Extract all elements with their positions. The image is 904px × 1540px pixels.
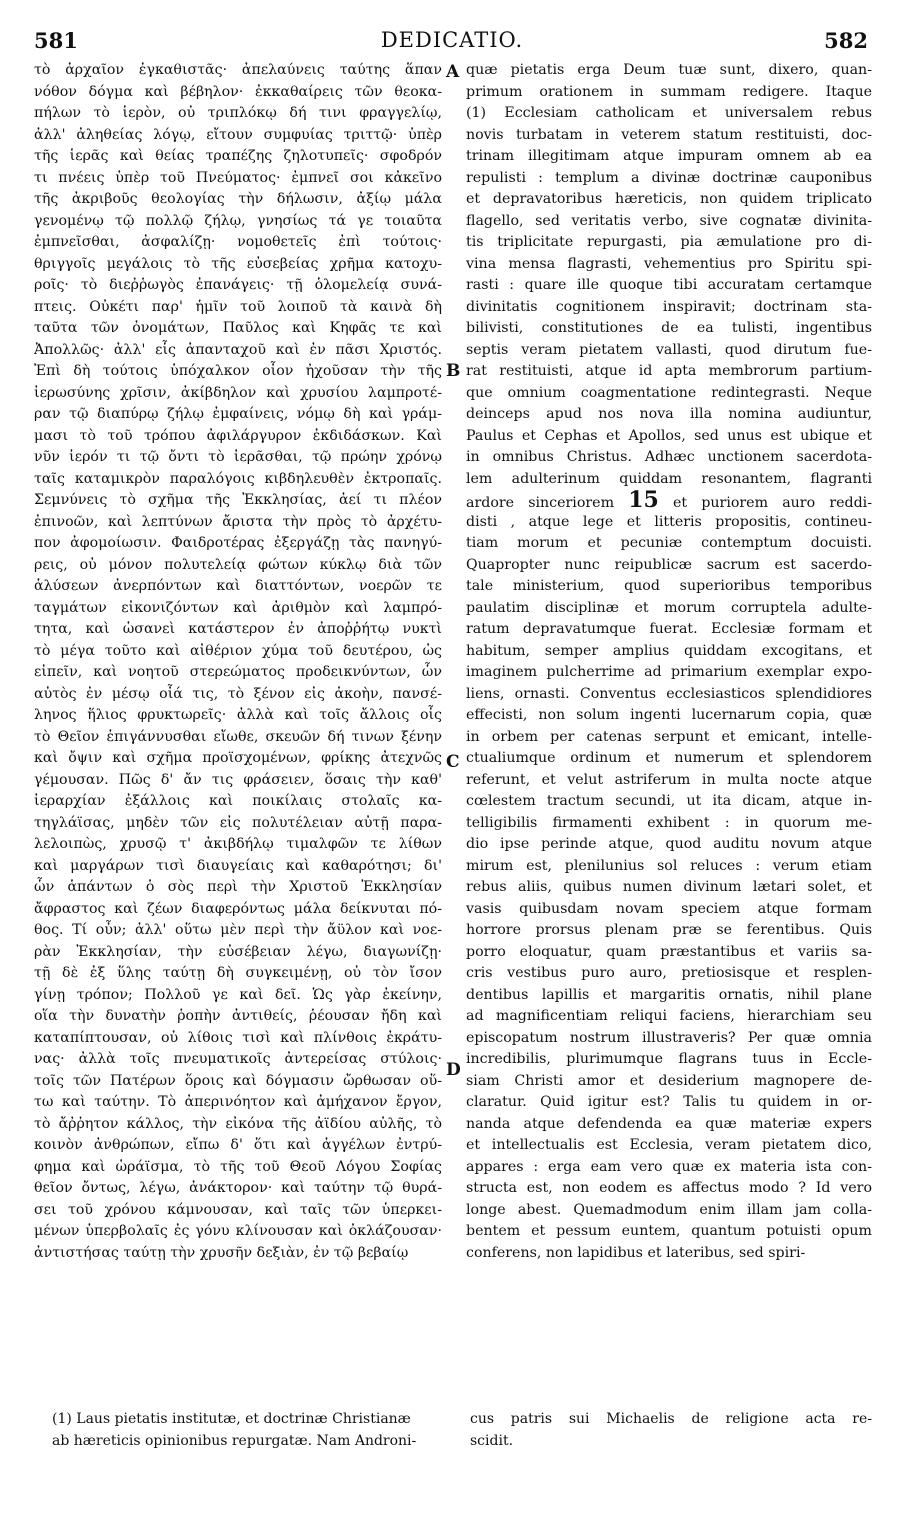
greek-text-line: καὶ μαργάρων τισὶ διαυγείαις καὶ καθαρότησι; δι' bbox=[34, 857, 442, 874]
latin-text-line: (1) Ecclesiam catholicam et universalem rebus bbox=[466, 105, 872, 121]
greek-text-line: εἰπεῖν, καὶ νοητοῦ στερεώματος προδεικνύντων, ὧν bbox=[34, 664, 442, 680]
greek-text-line: φημα καὶ ὡράϊσμα, τὸ τῆς τοῦ Θεοῦ Λόγου Σοφίας bbox=[34, 1158, 442, 1175]
greek-text-line: ἄφραστος καὶ ζέων διαφερόντως μάλα δείκνυται πό- bbox=[34, 900, 442, 917]
footnote-line: cus patris sui Michaelis de religione acta re- bbox=[470, 1411, 872, 1427]
footnote-left bbox=[52, 1408, 442, 1452]
latin-text-line: imaginem pulcherrime ad primarium exemplar expo- bbox=[466, 664, 872, 680]
latin-text-line: Quapropter nunc reipublicæ sacrum est sacerdo- bbox=[466, 556, 872, 573]
latin-text-line: lem adulterinum quiddam resonantem, flagranti bbox=[466, 470, 872, 487]
greek-text-line: ἐπινοῶν, καὶ λεπτύνων ἄριστα τὴν πρὸς τὸ ἀρχέτυ- bbox=[34, 513, 442, 530]
greek-text-line: τὸ Θεῖον ἐπιγάννυσθαι εἴωθε, σκευῶν δή τινων ξένην bbox=[34, 728, 442, 745]
latin-text-line: vina mensa flagrasti, vehementius pro Spiritu spi- bbox=[466, 255, 872, 272]
greek-text-line: γέμουσαν. Πῶς δ' ἄν τις φράσειεν, ὅσαις τὴν καθ' bbox=[34, 771, 442, 788]
footnote-line: ab hæreticis opinionibus repurgatæ. Nam Androni- bbox=[52, 1433, 417, 1449]
latin-column bbox=[466, 60, 872, 1264]
latin-text-line: rat restituisti, atque id apta membrorum partium- bbox=[466, 363, 872, 379]
page-header bbox=[0, 28, 904, 58]
greek-text-line: αὐτὸς ἐν μέσῳ οἷά τις, τὸ ξένον εἰς ἀκοὴν, πανσέ- bbox=[34, 685, 442, 702]
latin-text-fragment: ardore sinceriorem bbox=[466, 495, 629, 511]
latin-text-line: in orbem per catenas serpunt et emicant, intelle- bbox=[466, 728, 872, 745]
page-number-right: 582 bbox=[824, 28, 868, 53]
greek-text-line: πήλων τὸ ἱερὸν, οὐ τριπλόκῳ δή τινι φραγγελίῳ, bbox=[34, 105, 442, 121]
latin-text-line: conferens, non lapidibus et lateribus, sed spiri- bbox=[466, 1244, 806, 1261]
greek-text-line: τῆς ἀκριβοῦς θεολογίας τὴν δήλωσιν, ἀξίῳ μάλα bbox=[34, 191, 442, 207]
latin-text-line: tale ministerium, quod superioribus temporibus bbox=[466, 578, 872, 594]
greek-text-line: ροῖς· τὸ διεῤῥωγὸς ἐπανάγεις· τῇ ὁλομελείᾳ συνά- bbox=[34, 277, 442, 293]
greek-text-line: τοῖς τῶν Πατέρων ὅροις καὶ δόγμασιν ὤρθωσαν οὕ- bbox=[34, 1072, 442, 1089]
latin-text-line: primum orationem in summam redigere. Itaque bbox=[466, 83, 872, 100]
greek-text-line: ραν τῷ διαπύρῳ ζήλῳ ἐμφαίνεις, νόμῳ δὴ καὶ γράμ- bbox=[34, 406, 442, 422]
section-marker-c: C bbox=[446, 752, 460, 772]
greek-text-line: Ἀπολλῶς· ἀλλ' εἷς ἁπανταχοῦ καὶ ἐν πᾶσι Χριστός. bbox=[34, 341, 442, 358]
greek-text-line: ταῖς καταμικρὸν παραλόγοις κιβδηλευθὲν ἐκτροπαῖς. bbox=[34, 470, 442, 487]
latin-text-line: liens, ornasti. Conventus ecclesiasticos splendidiores bbox=[466, 685, 872, 702]
latin-text-line: bentem et pessum euntem, quantum potuisti opum bbox=[466, 1223, 872, 1239]
latin-text-line bbox=[466, 490, 872, 512]
greek-text-line: ἐμπνεῖσθαι, ἀσφαλίζῃ· νομοθετεῖς ἐπὶ τούτοις· bbox=[34, 234, 442, 250]
latin-text-line: bilivisti, constitutiones de ea tulisti, ingentibus bbox=[466, 320, 872, 336]
page-number-left: 581 bbox=[34, 28, 78, 53]
footnote-line: (1) Laus pietatis institutæ, et doctrinæ Christianæ bbox=[52, 1411, 411, 1427]
latin-text-line: porro eloquatur, quam præstantibus et variis sa- bbox=[466, 943, 872, 960]
greek-text-line: γίνῃ τρόπον; Πολλοῦ γε καὶ δεῖ. Ὡς γὰρ ἐκείνην, bbox=[34, 986, 442, 1003]
latin-text-line: ratum depravatumque fuerat. Ecclesiæ formam et bbox=[466, 621, 872, 637]
greek-text-line: ληνος ἥλιος φρυκτωρεῖς· ἀλλὰ καὶ τοῖς ἄλλοις οἷς bbox=[34, 707, 442, 723]
greek-text-line: σει τοῦ χρόνου κάμνουσαν, καὶ ταῖς τῶν ὑπερκει- bbox=[34, 1201, 442, 1218]
greek-text-line: καταπίπτουσαν, οὐ λίθοις τισὶ καὶ πλίνθοις ἐκράτυ- bbox=[34, 1029, 442, 1046]
latin-text-line: ad magnificentiam reliqui faciens, hierarchiam seu bbox=[466, 1008, 872, 1024]
greek-column bbox=[34, 60, 442, 1264]
latin-text-line: rasti : quare ille quoque tibi accuratam certamque bbox=[466, 277, 872, 293]
greek-text-line: κοινὸν ἀνθρώπων, εἴπω δ' ὅτι καὶ ἀγγέλων ἐντρύ- bbox=[34, 1137, 442, 1153]
latin-text-line: trinam illegitimam atque impuram omnem ab ea bbox=[466, 148, 872, 164]
footnote-right bbox=[470, 1408, 872, 1452]
greek-text-line: τὸ ἀρχαῖον ἐγκαθιστᾶς· ἀπελαύνεις ταύτης ἅπαν bbox=[34, 62, 442, 78]
latin-text-line: telligibilis firmamenti exhibent : in quorum me- bbox=[466, 814, 872, 831]
latin-text-line: novis turbatam in veterem statum restituisti, doc- bbox=[466, 126, 872, 143]
latin-text-line: incredibilis, plurimumque flagrans tuus in Eccle- bbox=[466, 1051, 872, 1067]
latin-text-line: quæ pietatis erga Deum tuæ sunt, dixero, quan- bbox=[466, 62, 872, 78]
latin-text-line: dio ipse perinde atque, quod auditu novum atque bbox=[466, 836, 872, 852]
latin-text-line: flagello, sed veritatis verbo, sive cognatæ divinita- bbox=[466, 212, 872, 229]
greek-text-line: ἀλλ' ἀληθείας λόγῳ, εἴτουν συμφυίας τριττῷ· ὑπὲρ bbox=[34, 126, 442, 143]
greek-text-line: ἱερωσύνης χρῖσιν, ἀκίβδηλον καὶ χρυσίου λαμπροτέ- bbox=[34, 384, 442, 401]
latin-text-line: tiam morum et pecuniæ contemptum docuisti. bbox=[466, 535, 872, 551]
greek-text-line: ταγμάτων εἰκονιζόντων καὶ ἀριθμὸν καὶ λαμπρό- bbox=[34, 599, 442, 616]
section-marker-d: D bbox=[446, 1060, 461, 1080]
greek-text-line: ἁλύσεων ἀνερπόντων καὶ διαττόντων, νοερῶν τε bbox=[34, 578, 442, 594]
section-marker-b: B bbox=[446, 361, 461, 381]
greek-text-line: πον ἀφομοίωσιν. Φαιδροτέρας ἐξεργάζῃ τὰς πανηγύ- bbox=[34, 535, 442, 551]
greek-text-line: Ἐπὶ δὴ τούτοις ὑπόχαλκον οἷον ἠχοῦσαν τὴν τῆς bbox=[34, 363, 442, 379]
latin-text-fragment: et puriorem auro reddi- bbox=[658, 495, 872, 511]
latin-text-line: siam Christi amor et desiderium magnopere de- bbox=[466, 1072, 872, 1089]
latin-text-line: effecisti, non solum ingenti lucernarum copia, quæ bbox=[466, 707, 872, 723]
latin-text-line: ctualiumque ordinum et numerum et splendorem bbox=[466, 750, 872, 766]
latin-text-line: rebus aliis, quibus numen divinum lætari solet, et bbox=[466, 879, 872, 895]
latin-text-line: vasis quibusdam novam speciem atque formam bbox=[466, 900, 872, 917]
latin-text-line: repulisti : templum a divinæ doctrinæ cauponibus bbox=[466, 169, 872, 186]
greek-text-line: ἀντιστήσας ταύτῃ τὴν χρυσῆν δεξιὰν, ἐν τῷ βεβαίῳ bbox=[34, 1244, 409, 1261]
latin-text-line: in omnibus Christus. Adhæc unctionem sacerdota- bbox=[466, 449, 872, 465]
greek-text-line: μένων ὑπερβολαῖς ἐς γόνυ κλίνουσαν καὶ ὀκλάζουσαν· bbox=[34, 1223, 442, 1239]
greek-text-line: νόθον δόγμα καὶ βέβηλον· ἐκκαθαίρεις τῶν θεοκα- bbox=[34, 83, 442, 100]
greek-text-line: λελοιπὼς, χρυσῷ τ' ἀκιβδήλῳ τιμαλφῶν τε λίθων bbox=[34, 836, 442, 852]
greek-text-line: ρεις, οὐ μόνον πολυτελείᾳ φώτων κύκλῳ διὰ τῶν bbox=[34, 556, 442, 573]
greek-text-line: νῦν ἱερόν τι τῷ ὄντι τὸ ἱερᾶσθαι, τῷ πρώην χρόνῳ bbox=[34, 449, 442, 465]
latin-text-line: structa est, non eodem es affectus modo ? Id vero bbox=[466, 1180, 872, 1196]
latin-text-line: et depravatoribus hæreticis, non quidem triplicato bbox=[466, 191, 872, 207]
latin-text-line: divinitatis cognitionem inspiravit; doctrinam sta- bbox=[466, 298, 872, 315]
greek-text-line: ρὰν Ἐκκλησίαν, τὴν εὐσέβειαν λέγω, διαγωνίζῃ· bbox=[34, 943, 442, 960]
greek-text-line: γενομένῳ τῷ πολλῷ ζήλῳ, γνησίως τά γε τοιαῦτα bbox=[34, 212, 442, 229]
folio-number: 15 bbox=[628, 490, 659, 512]
latin-text-line: referunt, et velut astriferum in multa nocte atque bbox=[466, 771, 872, 788]
greek-text-line: τηγλάϊσας, μηδὲν τῶν εἰς πολυτέλειαν αὐτῇ παρα- bbox=[34, 814, 442, 831]
greek-text-line: μασι τὸ τοῦ τρόπου ἀφιλάργυρον ἐκδιδάσκων. Καὶ bbox=[34, 427, 442, 444]
greek-text-line: οἵα τὴν δυνατὴν ῥοπὴν ἀντιθείς, ῥέουσαν ἤδη καὶ bbox=[34, 1008, 442, 1024]
latin-text-line: cœlestem tractum secundi, ut ita dicam, atque in- bbox=[466, 793, 872, 809]
latin-text-line: longe abest. Quemadmodum enim illam jam colla- bbox=[466, 1201, 872, 1218]
greek-text-line: ἱεραρχίαν ἐξάλλοις καὶ ποικίλαις στολαῖς κα- bbox=[34, 793, 442, 809]
greek-text-line: ταῦτα τῶν ὀνομάτων, Παῦλος καὶ Κηφᾶς τε καὶ bbox=[34, 320, 442, 336]
latin-text-line: horrore prorsus plenam præ se ferentibus. Quis bbox=[466, 922, 872, 938]
greek-text-line: τὸ μέγα τοῦτο καὶ αἰθέριον χύμα τοῦ δευτέρου, ὡς bbox=[34, 642, 442, 659]
latin-text-line: cris vestibus puro auro, pretiosisque et resplen- bbox=[466, 965, 872, 981]
greek-text-line: καὶ ὄψιν καὶ σχῆμα προϊσχομένων, φρίκης ἀτεχνῶς bbox=[34, 750, 442, 766]
greek-text-line: νας· ἀλλὰ τοῖς πνευματικοῖς ἀντερείσας στύλοις· bbox=[34, 1051, 442, 1067]
latin-text-line: claratur. Quid igitur est? Talis tu quidem in or- bbox=[466, 1094, 872, 1110]
greek-text-line: τω καὶ ταύτην. Τὸ ἀπερινόητον καὶ ἀμήχανον ἔργον, bbox=[34, 1094, 442, 1110]
latin-text-line: Paulus et Cephas et Apollos, sed unus est ubique et bbox=[466, 427, 872, 444]
greek-text-line: τητα, καὶ ὡσανεὶ κατάστερον ἐν ἀποῤῥήτῳ νυκτὶ bbox=[34, 621, 442, 637]
latin-text-line: paulatim disciplinæ et morum corruptela adulte- bbox=[466, 599, 872, 616]
latin-text-line: mirum est, plenilunius sol reluces : verum etiam bbox=[466, 857, 872, 874]
greek-text-line: τῇ δὲ ἐξ ὕλης ταύτῃ δὴ συγκειμένῃ, οὐ τὸν ἴσον bbox=[34, 965, 442, 981]
latin-text-line: tis triplicitate repurgasti, pia æmulatione pro di- bbox=[466, 234, 872, 250]
latin-text-line: et intellectualis est Ecclesia, veram pietatem dico, bbox=[466, 1137, 872, 1153]
latin-text-line: nanda atque defendenda ea quæ materiæ expers bbox=[466, 1115, 872, 1132]
section-marker-a: A bbox=[446, 62, 460, 82]
greek-text-line: θριγγοῖς μεγάλοις τὸ τῆς εὐσεβείας χρῆμα κατοχυ- bbox=[34, 255, 442, 272]
latin-text-line: episcopatum nostrum illustraveris? Per quæ omnia bbox=[466, 1029, 872, 1046]
latin-text-line: septis veram pietatem vallasti, quod dirutum fue- bbox=[466, 341, 872, 358]
latin-text-line: dentibus lapillis et margaritis ornatis, nihil plane bbox=[466, 986, 872, 1003]
greek-text-line: Σεμνύνεις τὸ σχῆμα τῆς Ἐκκλησίας, ἀεί τι πλέον bbox=[34, 492, 442, 508]
latin-text-line: que omnium coagmentatione redintegrasti. Neque bbox=[466, 384, 872, 401]
greek-text-line: τῆς ἱερᾶς καὶ θείας τραπέζης ζηλοτυπεῖς· σφοδρόν bbox=[34, 148, 442, 164]
greek-text-line: τὸ ἄῤῥητον κάλλος, τὴν εἰκόνα τῆς ἀϊδίου αὐλῆς, τὸ bbox=[34, 1115, 442, 1132]
latin-text-line: appares : erga eam vero quæ ex materia ista con- bbox=[466, 1158, 872, 1175]
greek-text-line: πτεις. Οὐκέτι παρ' ἡμῖν τοῦ λοιποῦ τὰ καινὰ δὴ bbox=[34, 298, 442, 315]
greek-text-line: θεῖον ὄντως, λέγω, ἀνάκτορον· καὶ ταύτην τῷ θυρά- bbox=[34, 1180, 442, 1196]
latin-text-line: deinceps apud nos nova illa nomina audiuntur, bbox=[466, 406, 872, 422]
greek-text-line: τι πνέεις ὑπὲρ τοῦ Πνεύματος· ἐμπνεῖ σοι κἀκεῖνο bbox=[34, 169, 442, 186]
greek-text-line: ὧν ἁπάντων ὁ σὸς περὶ τὴν Χριστοῦ Ἐκκλησίαν bbox=[34, 879, 442, 895]
greek-text-line: θος. Τί οὖν; ἀλλ' οὕτω μὲν περὶ τὴν ἄϋλον καὶ νοε- bbox=[34, 922, 442, 938]
latin-text-line: disti , atque lege et litteris propositis, contineu- bbox=[466, 513, 872, 530]
footnote-line: scidit. bbox=[470, 1433, 514, 1449]
running-title: DEDICATIO. bbox=[380, 28, 524, 52]
latin-text-line: habitum, semper amplius quiddam excogitans, et bbox=[466, 642, 872, 659]
